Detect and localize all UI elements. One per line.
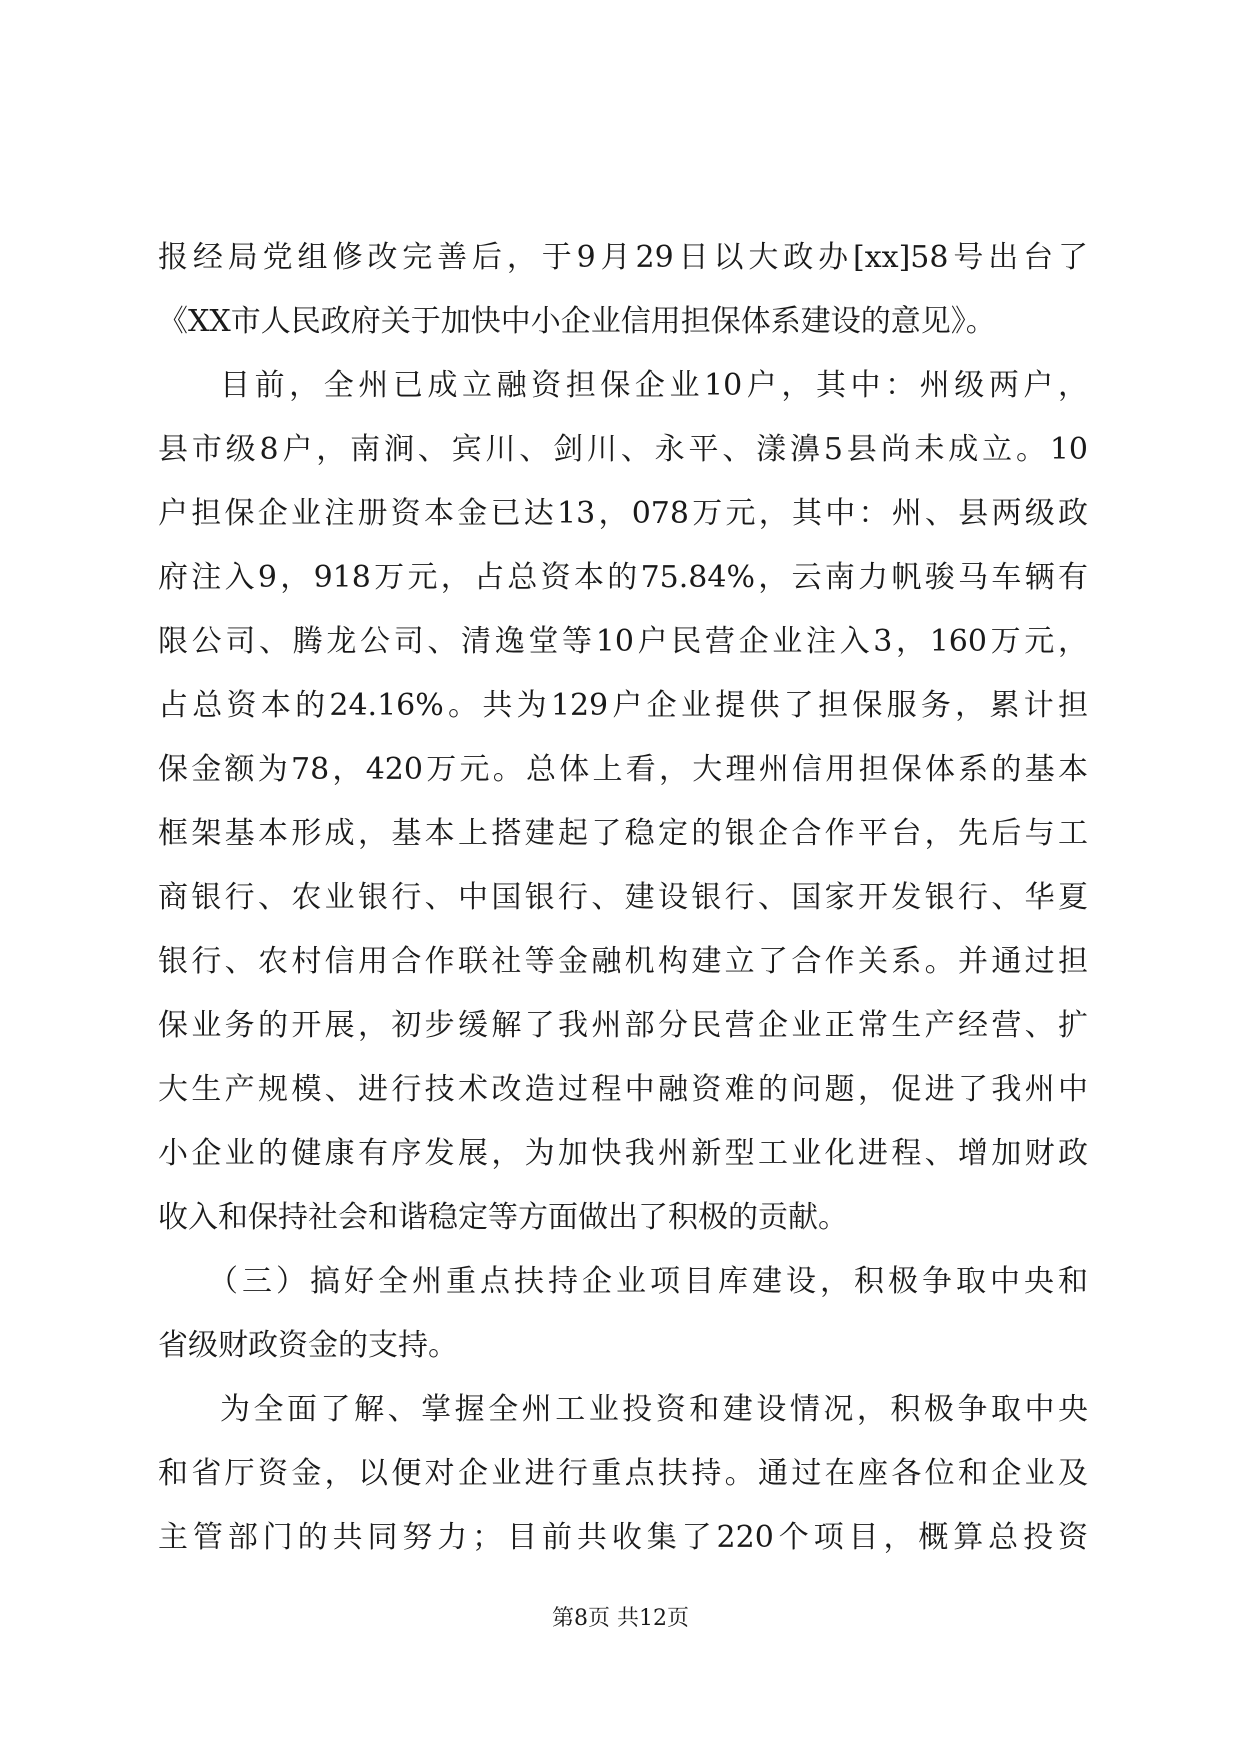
text-line: 报经局党组修改完善后，于9月29日以大政办[xx]58号出台了 — [158, 240, 1088, 275]
text-line: 占总资本的24.16%。共为129户企业提供了担保服务，累计担 — [158, 688, 1088, 723]
text-line: 府注入9，918万元，占总资本的75.84%，云南力帆骏马车辆有 — [158, 560, 1088, 595]
text-line: 商银行、农业银行、中国银行、建设银行、国家开发银行、华夏 — [158, 880, 1088, 915]
text-line: 户担保企业注册资本金已达13，078万元，其中：州、县两级政 — [158, 496, 1088, 531]
text-line: 保金额为78，420万元。总体上看，大理州信用担保体系的基本 — [158, 752, 1088, 787]
text-line: 大生产规模、进行技术改造过程中融资难的问题，促进了我州中 — [158, 1072, 1088, 1107]
paragraph-start: 为全面了解、掌握全州工业投资和建设情况，积极争取中央 — [220, 1392, 1088, 1427]
document-body — [158, 226, 1088, 1570]
paragraph-start: 目前，全州已成立融资担保企业10户，其中：州级两户， — [220, 368, 1088, 403]
text-line: 主管部门的共同努力；目前共收集了220个项目，概算总投资 — [158, 1520, 1088, 1555]
text-line: 保业务的开展，初步缓解了我州部分民营企业正常生产经营、扩 — [158, 1008, 1088, 1043]
page-number-footer: 第8页 共12页 — [552, 1606, 689, 1631]
text-line: 银行、农村信用合作联社等金融机构建立了合作关系。并通过担 — [158, 944, 1088, 979]
text-line: 和省厅资金，以便对企业进行重点扶持。通过在座各位和企业及 — [158, 1456, 1088, 1491]
text-line: 框架基本形成，基本上搭建起了稳定的银企合作平台，先后与工 — [158, 816, 1088, 851]
text-line: 限公司、腾龙公司、清逸堂等10户民营企业注入3，160万元， — [158, 624, 1088, 659]
text-line: 收入和保持社会和谐稳定等方面做出了积极的贡献。 — [158, 1200, 848, 1235]
section-heading-continued: 省级财政资金的支持。 — [158, 1328, 458, 1363]
text-line: 县市级8户，南涧、宾川、剑川、永平、漾濞5县尚未成立。10 — [158, 432, 1088, 467]
text-line: 小企业的健康有序发展，为加快我州新型工业化进程、增加财政 — [158, 1136, 1088, 1171]
text-line: 《XX市人民政府关于加快中小企业信用担保体系建设的意见》。 — [158, 304, 996, 339]
section-heading: （三）搞好全州重点扶持企业项目库建设，积极争取中央和 — [208, 1264, 1088, 1299]
